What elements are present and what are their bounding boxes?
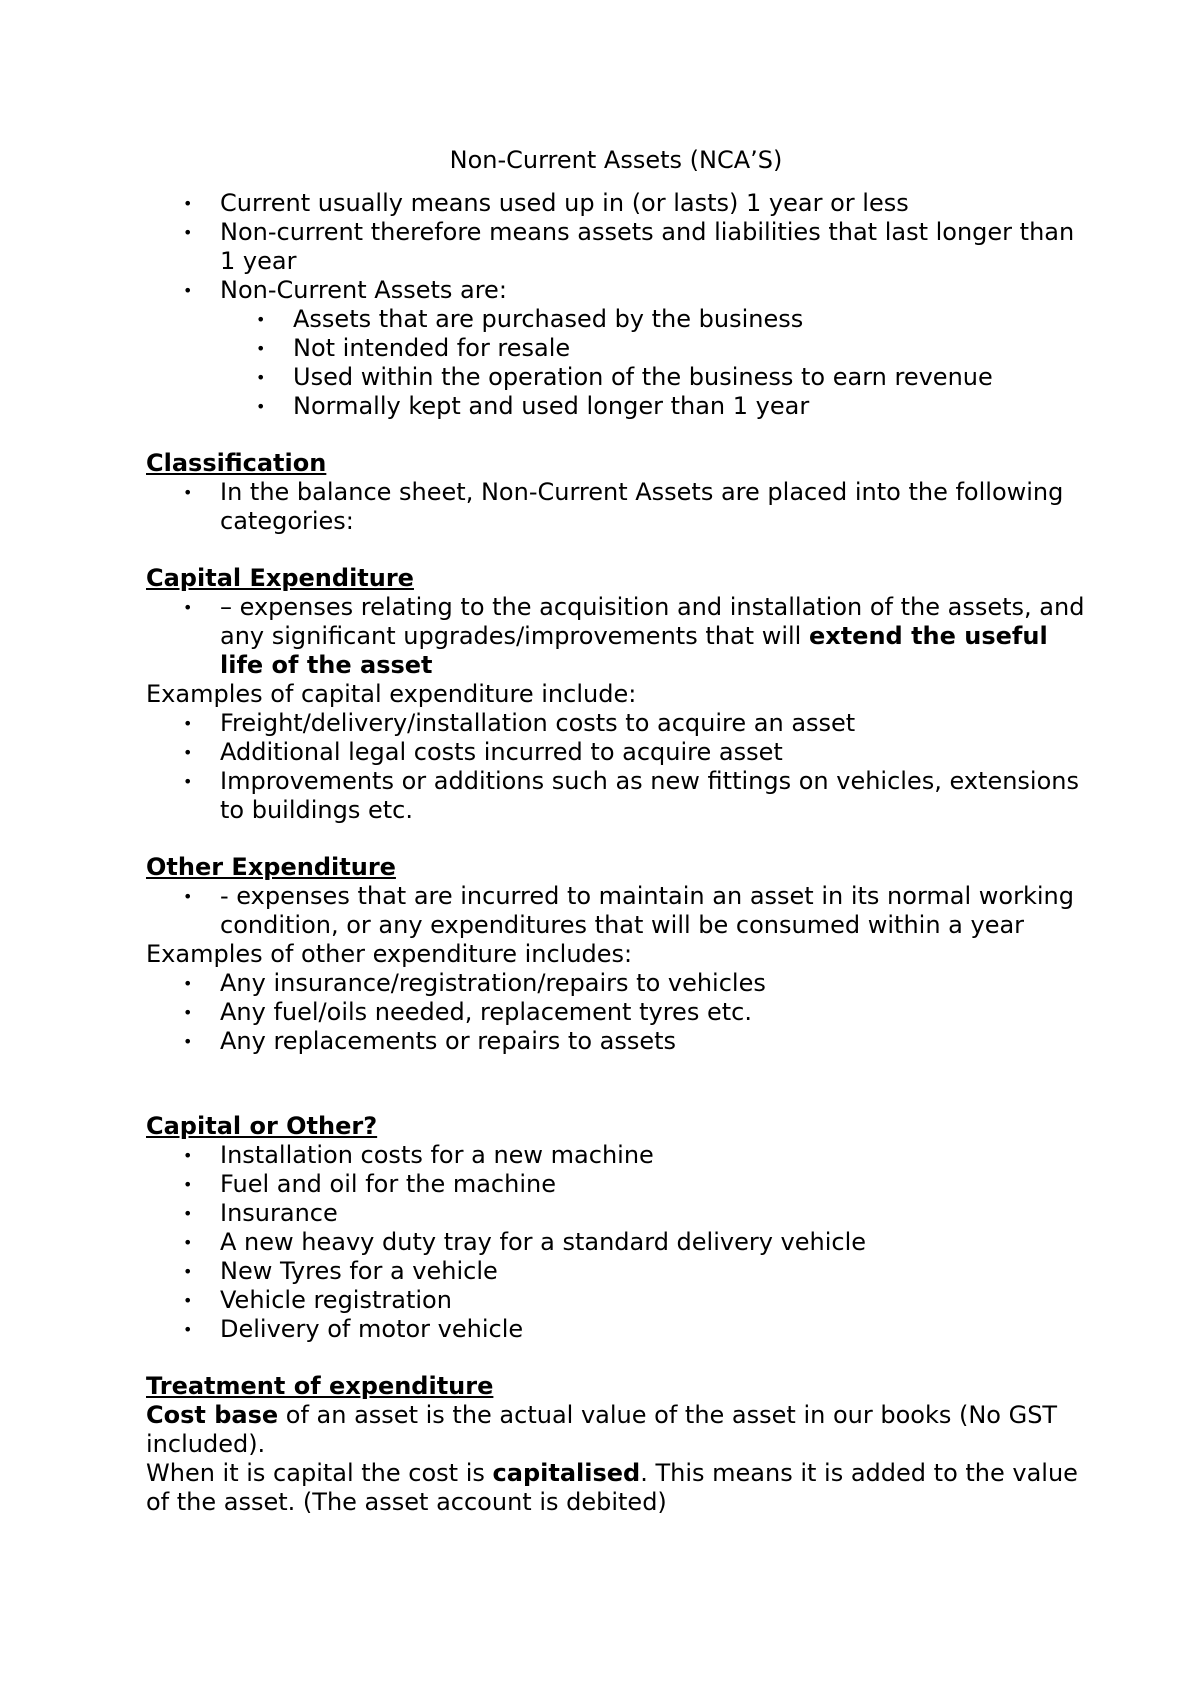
spacer [146, 1344, 1086, 1372]
sub-list-item: • Used within the operation of the business to earn revenue [146, 363, 1086, 392]
list-item: • New Tyres for a vehicle [146, 1257, 1086, 1286]
sub-list-item: • Not intended for resale [146, 334, 1086, 363]
list-item: • Non-Current Assets are: [146, 276, 1086, 305]
list-item: • Fuel and oil for the machine [146, 1170, 1086, 1199]
definition-text: – expenses relating to the acquisition and installation of the assets, and any significant upgrades/improvements that will [220, 593, 1085, 650]
spacer [146, 536, 1086, 564]
capital-definition-list [146, 593, 1086, 680]
list-item [146, 593, 1086, 680]
section-heading-treatment: Treatment of expenditure [146, 1372, 494, 1400]
section-heading-capital-or-other: Capital or Other? [146, 1112, 378, 1140]
list-item: • Insurance [146, 1199, 1086, 1228]
capitalised-text-end: . This means it is added to the value of the asset. (The asset account is debited) [146, 1459, 1078, 1516]
classification-list [146, 478, 1086, 536]
spacer [146, 421, 1086, 449]
capital-or-other-list [146, 1141, 1086, 1344]
spacer [146, 1056, 1086, 1112]
list-item: • Freight/delivery/installation costs to acquire an asset [146, 709, 1086, 738]
section-heading-other-expenditure: Other Expenditure [146, 853, 396, 881]
list-item: • Vehicle registration [146, 1286, 1086, 1315]
other-examples-list [146, 969, 1086, 1056]
list-item: • Non-current therefore means assets and liabilities that last longer than 1 year [146, 218, 1086, 276]
intro-list [146, 189, 1086, 305]
list-item: • Installation costs for a new machine [146, 1141, 1086, 1170]
page-title: Non-Current Assets (NCA’S) [449, 146, 783, 174]
cost-base-paragraph [146, 1401, 1086, 1459]
spacer [146, 825, 1086, 853]
other-definition-list [146, 882, 1086, 940]
examples-label: Examples of capital expenditure include: [146, 680, 637, 708]
list-item: • Any fuel/oils needed, replacement tyres etc. [146, 998, 1086, 1027]
list-item: • A new heavy duty tray for a standard delivery vehicle [146, 1228, 1086, 1257]
cost-base-term: Cost base [146, 1401, 279, 1429]
capitalised-term: capitalised [492, 1459, 641, 1487]
intro-sub-list [146, 305, 1086, 421]
examples-label: Examples of other expenditure includes: [146, 940, 633, 968]
list-item: • Improvements or additions such as new fittings on vehicles, extensions to buildings etc. [146, 767, 1086, 825]
list-item: • Additional legal costs incurred to acquire asset [146, 738, 1086, 767]
cost-base-text: of an asset is the actual value of the asset in our books (No GST included). [146, 1401, 1058, 1458]
sub-list-item: • Normally kept and used longer than 1 year [146, 392, 1086, 421]
document-content [146, 146, 1086, 1517]
list-item: • Current usually means used up in (or lasts) 1 year or less [146, 189, 1086, 218]
capital-examples-list [146, 709, 1086, 825]
definition-emphasis: extend the useful life of the asset [220, 622, 1048, 679]
list-item: • Any insurance/registration/repairs to vehicles [146, 969, 1086, 998]
section-heading-classification: Classification [146, 449, 327, 477]
list-item: • Any replacements or repairs to assets [146, 1027, 1086, 1056]
sub-list-item: • Assets that are purchased by the business [146, 305, 1086, 334]
list-item: • - expenses that are incurred to maintain an asset in its normal working condition, or any expenditures that will be consumed within a year [146, 882, 1086, 940]
list-item: • Delivery of motor vehicle [146, 1315, 1086, 1344]
capitalised-text-start: When it is capital the cost is [146, 1459, 493, 1487]
capitalised-paragraph [146, 1459, 1086, 1517]
section-heading-capital-expenditure: Capital Expenditure [146, 564, 414, 592]
list-item: • In the balance sheet, Non-Current Assets are placed into the following categories: [146, 478, 1086, 536]
